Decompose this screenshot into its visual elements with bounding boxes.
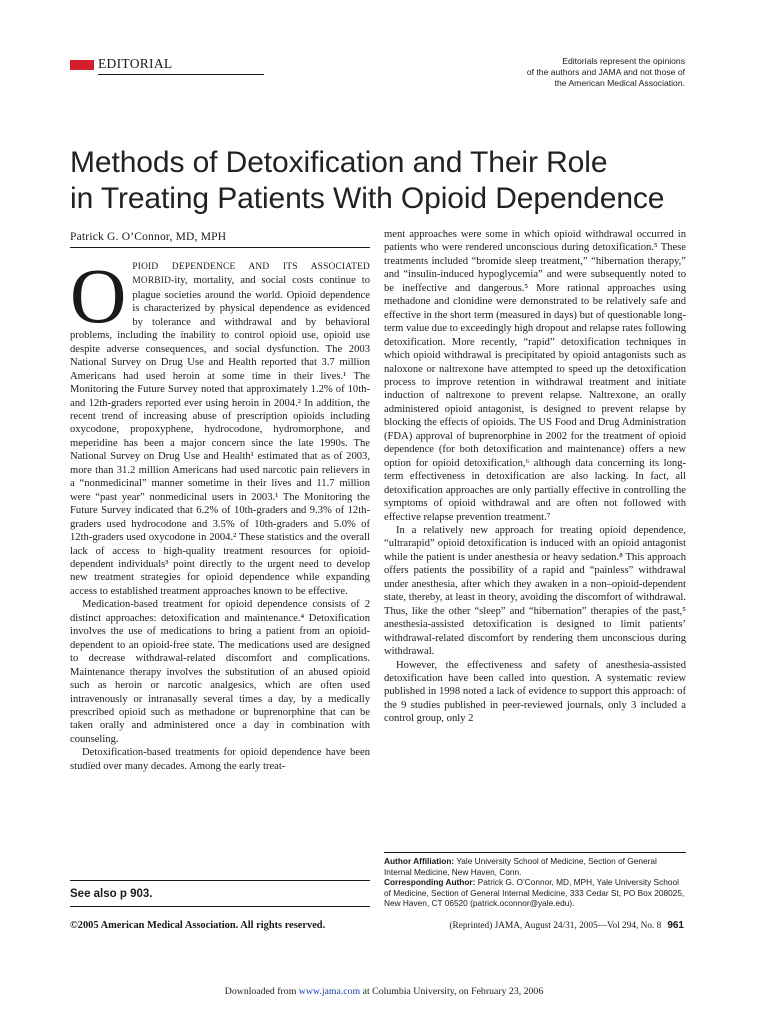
see-also-rule: [70, 906, 370, 907]
corresponding-entry: [384, 877, 686, 909]
download-suffix: at Columbia University, on February 23, 2006: [362, 986, 544, 997]
affiliation-text: Yale University School of Medicine, Section of General Internal Medicine, New Haven, Conn.: [384, 856, 657, 877]
corresponding-text: Patrick G. O’Connor, MD, MPH, Yale University School of Medicine, Section of General Internal Medicine, 333 Cedar St, PO Box 208025, New Haven, CT 06520 (patrick.oconnor@yale.edu).: [384, 877, 685, 909]
page-number: 961: [667, 920, 684, 931]
editorial-marker: [70, 60, 94, 70]
author-byline: Patrick G. O’Connor, MD, MPH: [70, 231, 227, 243]
paragraph: Detoxification-based treatments for opioid dependence have been studied over many decades. Among the early treat-: [70, 747, 370, 772]
download-prefix: Downloaded from: [224, 986, 297, 997]
editorial-disclaimer: [485, 56, 685, 89]
paragraph: However, the effectiveness and safety of anesthesia-assisted detoxification have been called into question. A systematic review published in 1998 noted a lack of evidence to support this approach: of the 9 studies published in peer-reviewed journals, only 3 included a control group, only 2: [384, 659, 686, 725]
affiliation-entry: [384, 856, 686, 877]
affiliation-label: Author Affiliation:: [384, 856, 455, 866]
disclaimer-line: the American Medical Association.: [554, 78, 685, 88]
left-column: [70, 252, 370, 773]
jama-link[interactable]: www.jama.com: [298, 986, 361, 997]
header-rule: [98, 74, 264, 75]
title-line: Methods of Detoxification and Their Role: [70, 146, 608, 179]
paragraph: Medication-based treatment for opioid dependence consists of 2 distinct approaches: detoxification and maintenance.⁴ Detoxification involves the use of medications to bring a patient from an opioid-dependent to an opioid-free state. The medications used are designed to decrease withdrawal-related discomfort and complications. Maintenance therapy involves the substitution of an abused opioid such as heroin or narcotic analgesics, which are often used intravenously or intranasally several times a day, by a medically prescribed opioid such as methadone or buprenorphine that can be taken orally and administered once a day in combination with counseling.: [70, 599, 370, 745]
disclaimer-line: of the authors and JAMA and not those of: [526, 67, 685, 77]
article-title: [70, 145, 700, 217]
title-line: in Treating Patients With Opioid Dependence: [70, 182, 665, 215]
drop-cap: O: [70, 252, 127, 339]
see-also-reference: See also p 903.: [70, 888, 153, 900]
section-label: EDITORIAL: [98, 56, 173, 71]
affiliation-rule: [384, 852, 686, 853]
corresponding-label: Corresponding Author:: [384, 877, 476, 888]
journal-citation: [449, 920, 684, 931]
paragraph: In a relatively new approach for treating opioid dependence, “ultrarapid” opioid detoxification is induced with an opioid antagonist while the patient is under anesthesia or heavy sedation.⁸ This approach offers patients the possibility of a rapid and “painless” withdrawal under anesthesia, after which they awaken in a non–opioid-dependent state, thereby, at least in theory, avoiding the discomfort of withdrawal. Thus, like the other “sleep” and “hibernation” therapies of the past,⁵ anesthesia-assisted detoxification is designed to limit patients’ withdrawal-related discomfort by rendering them unconscious during withdrawal.: [384, 524, 686, 658]
citation-text: (Reprinted) JAMA, August 24/31, 2005—Vol 294, No. 8: [449, 921, 662, 931]
author-affiliation: [384, 856, 686, 909]
see-also-rule: [70, 880, 370, 881]
copyright-notice: ©2005 American Medical Association. All rights reserved.: [70, 920, 326, 931]
paragraph: [70, 252, 370, 598]
lead-smallcaps: PIOID DEPENDENCE AND ITS ASSOCIATED MORBID-: [132, 262, 370, 287]
byline-rule: [70, 247, 370, 248]
right-column: [384, 228, 686, 726]
disclaimer-line: Editorials represent the opinions: [562, 56, 685, 66]
paragraph: ment approaches were some in which opioid withdrawal occurred in patients who were rendered unconscious during detoxification.⁵ These treatments included “bromide sleep treatment,” “hibernation therapy,” and “insulin-induced hypoglycemia” and were subsequently noted to be ineffective and dangerous.⁵ More rational approaches using methadone and clonidine were demonstrated to be relatively safe and effective in the short term (measured in days) but of questionable long-term value due to exceedingly high dropout and relapse rates following detoxification. More recently, “rapid” detoxification techniques in which opioid withdrawal is precipitated by opioid antagonists such as naloxone or naltrexone have attempted to speed up the detoxification process to improve retention in withdrawal treatment and initiate induction of naltrexone to prevent relapse. Naltrexone, an orally administered opioid antagonist, is designed to prevent relapse by blocking the effects of opioids. The US Food and Drug Administration (FDA) approval of buprenorphine in 2002 for the treatment of opioid dependence (for both detoxification and maintenance) offers a new option for opioid detoxification,⁶ although data concerning its long-term effectiveness in detoxification are also lacking. In fact, all detoxification approaches are only partially effective in controlling the symptoms of opioid withdrawal and are often not followed with effective relapse prevention treatment.⁷: [384, 229, 686, 523]
paragraph-text: ity, mortality, and social costs continue to plague societies around the world. Opioid dependence is characterized by physical dependence as evidenced by tolerance and withdrawal and by behavioral problems, including the inability to control opioid use, opioid use despite adverse consequences, and social dysfunction. The 2003 National Survey on Drug Use and Health reported that 3.7 million Americans had used heroin at some time in their lives.¹ The Monitoring the Future Survey noted that approximately 1.2% of 10th- and 12th-graders reported ever using heroin in 2004.² In addition, the recent trend of increasing abuse of prescription opioids including oxycodone, propoxyphene, hydrocodone, hydromorphone, and meperidine has been a major concern since the late 1990s. The National Survey on Drug Use and Health¹ estimated that as of 2003, more than 31.2 million Americans had used narcotic pain relievers in a “nonmedicinal” manner sometime in their lives and 11.7 million were “past year” nonmedicinal users in 2003.¹ The Monitoring the Future Survey indicated that 6.2% of 10th-graders and 9.3% of 12th-graders used hydrocodone and 3.5% of 10th-graders and 5.0% of 12th-graders used oxycodone in 2004.² These statistics and the overall lack of access to high-quality treatment resources for opioid-dependent individuals³ point directly to the urgent need to develop new treatment strategies for opioid dependence while expanding access to established treatment approaches known to be effective.: [70, 275, 370, 597]
download-notice: [0, 986, 768, 997]
